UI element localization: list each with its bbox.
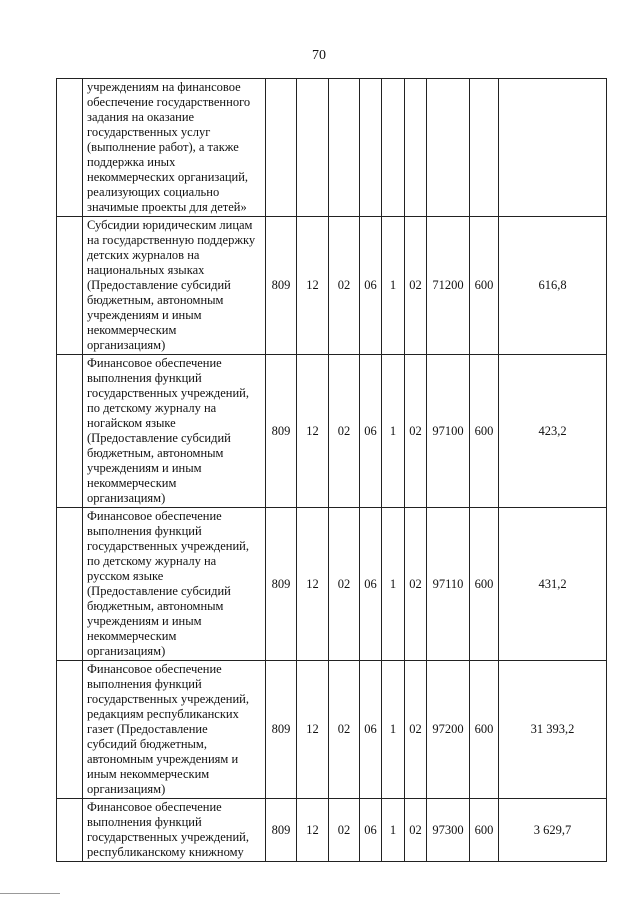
program-code-cell: 06 — [360, 799, 382, 862]
main-event-code-cell: 02 — [405, 217, 427, 355]
subprogram-code-cell: 1 — [382, 355, 405, 508]
program-code-cell: 06 — [360, 661, 382, 799]
subsection-code-cell — [329, 79, 360, 217]
amount-cell: 3 629,7 — [499, 799, 607, 862]
amount-cell: 431,2 — [499, 508, 607, 661]
direction-code-cell: 97110 — [427, 508, 470, 661]
ministry-code-cell: 809 — [266, 217, 297, 355]
subsection-code-cell: 02 — [329, 355, 360, 508]
ministry-code-cell: 809 — [266, 355, 297, 508]
subprogram-code-cell: 1 — [382, 799, 405, 862]
amount-cell: 423,2 — [499, 355, 607, 508]
row-number-cell — [57, 508, 83, 661]
main-event-code-cell: 02 — [405, 799, 427, 862]
subsection-code-cell: 02 — [329, 508, 360, 661]
direction-code-cell: 97100 — [427, 355, 470, 508]
table-row — [57, 79, 607, 217]
description-cell: Субсидии юридическим лицам на государственную поддержку детских журналов на национальных языках (Предоставление субсидий бюджетным, автономным учреждениям и иным некоммерческим организациям) — [83, 217, 266, 355]
subprogram-code-cell: 1 — [382, 508, 405, 661]
subsection-code-cell: 02 — [329, 217, 360, 355]
table-row — [57, 217, 607, 355]
ministry-code-cell: 809 — [266, 799, 297, 862]
table-row — [57, 799, 607, 862]
direction-code-cell: 97200 — [427, 661, 470, 799]
program-code-cell: 06 — [360, 355, 382, 508]
main-event-code-cell: 02 — [405, 661, 427, 799]
row-number-cell — [57, 799, 83, 862]
main-event-code-cell — [405, 79, 427, 217]
amount-cell: 31 393,2 — [499, 661, 607, 799]
section-code-cell: 12 — [297, 217, 329, 355]
description-cell: Финансовое обеспечение выполнения функций государственных учреждений, республиканскому книжному — [83, 799, 266, 862]
budget-table — [56, 78, 607, 862]
row-number-cell — [57, 79, 83, 217]
direction-code-cell: 71200 — [427, 217, 470, 355]
description-cell: Финансовое обеспечение выполнения функций государственных учреждений, по детскому журналу на ногайском языке (Предоставление субсидий бюджетным, автономным учреждениям и иным некоммерческим организациям) — [83, 355, 266, 508]
subprogram-code-cell — [382, 79, 405, 217]
expense-type-code-cell — [470, 79, 499, 217]
amount-cell: 616,8 — [499, 217, 607, 355]
section-code-cell: 12 — [297, 355, 329, 508]
table-row — [57, 508, 607, 661]
table-row — [57, 661, 607, 799]
page-number: 70 — [312, 48, 326, 63]
expense-type-code-cell: 600 — [470, 508, 499, 661]
expense-type-code-cell: 600 — [470, 217, 499, 355]
section-code-cell — [297, 79, 329, 217]
description-cell: учреждениям на финансовое обеспечение государственного задания на оказание государственных услуг (выполнение работ), а также поддержка иных некоммерческих организаций, реализующих социально значимые проекты для детей» — [83, 79, 266, 217]
expense-type-code-cell: 600 — [470, 355, 499, 508]
subprogram-code-cell: 1 — [382, 217, 405, 355]
expense-type-code-cell: 600 — [470, 661, 499, 799]
row-number-cell — [57, 355, 83, 508]
description-cell: Финансовое обеспечение выполнения функций государственных учреждений, редакциям республиканских газет (Предоставление субсидий бюджетным, автономным учреждениям и иным некоммерческим организациям) — [83, 661, 266, 799]
subsection-code-cell: 02 — [329, 799, 360, 862]
main-event-code-cell: 02 — [405, 508, 427, 661]
description-cell: Финансовое обеспечение выполнения функций государственных учреждений, по детскому журналу на русском языке (Предоставление субсидий бюджетным, автономным учреждениям и иным некоммерческим организациям) — [83, 508, 266, 661]
row-number-cell — [57, 217, 83, 355]
page-edge-mark — [0, 893, 60, 894]
ministry-code-cell: 809 — [266, 661, 297, 799]
subprogram-code-cell: 1 — [382, 661, 405, 799]
subsection-code-cell: 02 — [329, 661, 360, 799]
direction-code-cell: 97300 — [427, 799, 470, 862]
program-code-cell: 06 — [360, 217, 382, 355]
program-code-cell: 06 — [360, 508, 382, 661]
ministry-code-cell — [266, 79, 297, 217]
section-code-cell: 12 — [297, 508, 329, 661]
row-number-cell — [57, 661, 83, 799]
amount-cell — [499, 79, 607, 217]
ministry-code-cell: 809 — [266, 508, 297, 661]
table-row — [57, 355, 607, 508]
direction-code-cell — [427, 79, 470, 217]
table-body — [57, 79, 607, 862]
main-event-code-cell: 02 — [405, 355, 427, 508]
expense-type-code-cell: 600 — [470, 799, 499, 862]
program-code-cell — [360, 79, 382, 217]
section-code-cell: 12 — [297, 661, 329, 799]
section-code-cell: 12 — [297, 799, 329, 862]
